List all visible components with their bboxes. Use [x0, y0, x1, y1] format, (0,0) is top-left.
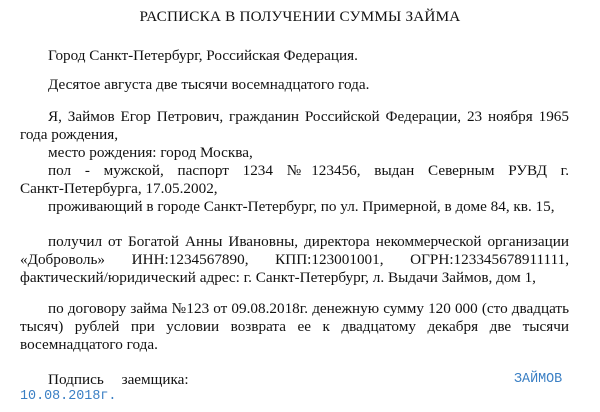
signature-label: Подпись заемщика:	[48, 371, 189, 388]
date-line: Десятое августа две тысячи восемнадцатого года.	[48, 76, 370, 93]
signature-handwritten-name: ЗАЙМОВ	[514, 372, 563, 387]
lender-line-1: получил от Богатой Анны Ивановны, директора некоммерческой организации	[48, 233, 569, 250]
document-title: РАСПИСКА В ПОЛУЧЕНИИ СУММЫ ЗАЙМА	[139, 8, 461, 25]
borrower-line-6: проживающий в городе Санкт-Петербург, по ул. Примерной, в доме 84, кв. 15,	[48, 198, 555, 215]
borrower-line-1: Я, Займов Егор Петрович, гражданин Российской Федерации, 23 ноября 1965	[48, 108, 569, 125]
borrower-line-4: пол - мужской, паспорт 1234 №123456, выдан Северным РУВД г.	[48, 162, 569, 179]
city-line: Город Санкт-Петербург, Российская Федерация.	[48, 47, 358, 64]
lender-line-2: «Доброволь» ИНН:1234567890, КПП:123001001, ОГРН:123345678911111,	[20, 251, 569, 268]
contract-line-2: тысяч) рублей при условии возврата ее к двадцатому декабря две тысячи	[20, 318, 569, 335]
borrower-line-2: года рождения,	[20, 126, 119, 143]
borrower-line-3: место рождения: город Москва,	[48, 144, 253, 161]
contract-line-1: по договору займа №123 от 09.08.2018г. денежную сумму 120 000 (сто двадцать	[48, 300, 569, 317]
contract-line-3: восемнадцатого года.	[20, 336, 158, 353]
lender-line-3: фактический/юридический адрес: г. Санкт-Петербург, л. Выдачи Займов, дом 1,	[20, 269, 536, 286]
borrower-line-5: Санкт-Петербурга, 17.05.2002,	[20, 180, 218, 197]
signature-handwritten-date: 10.08.2018г.	[20, 389, 117, 404]
